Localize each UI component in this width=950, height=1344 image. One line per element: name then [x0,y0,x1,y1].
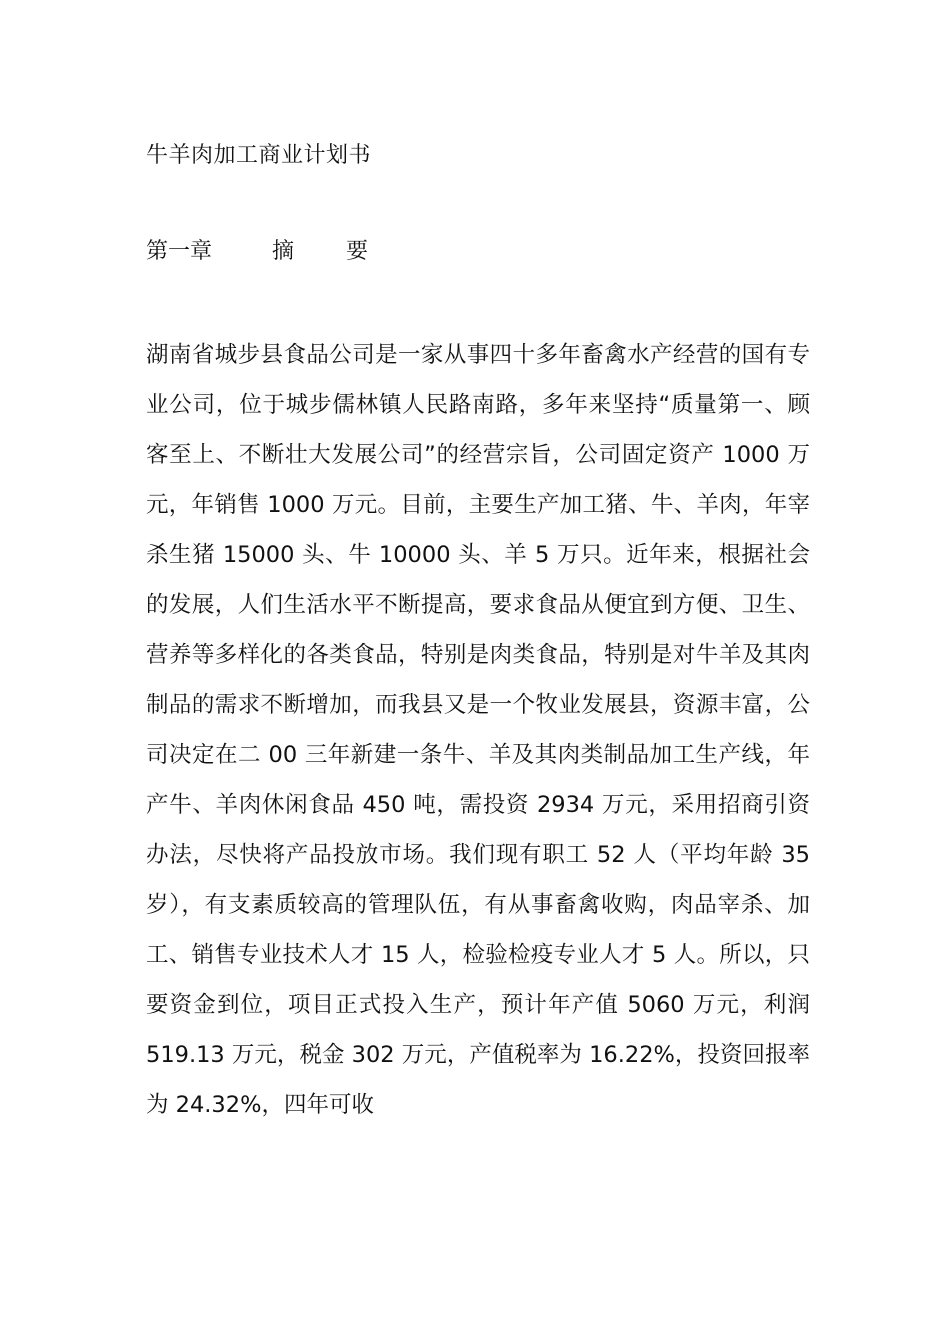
summary-paragraph: 湖南省城步县食品公司是一家从事四十多年畜禽水产经营的国有专业公司，位于城步儒林镇人民路南路，多年来坚持“质量第一、顾客至上、不断壮大发展公司”的经营宗旨，公司固定资产 1000 万元，年销售 1000 万元。目前，主要生产加工猪、牛、羊肉，年宰杀生猪 15000 头、牛 10000 头、羊 5 万只。近年来，根据社会的发展，人们生活水平不断提高，要求食品从便宜到方便、卫生、营养等多样化的各类食品，特别是肉类食品，特别是对牛羊及其肉制品的需求不断增加，而我县又是一个牧业发展县，资源丰富，公司决定在二 00 三年新建一条牛、羊及其肉类制品加工生产线，年产牛、羊肉休闲食品 450 吨，需投资 2934 万元，采用招商引资办法，尽快将产品投放市场。我们现有职工 52 人（平均年龄 35 岁），有支素质较高的管理队伍，有从事畜禽收购，肉品宰杀、加工、销售专业技术人才 15 人，检验检疫专业人才 5 人。所以，只要资金到位，项目正式投入生产，预计年产值 5060 万元，利润 519.13 万元，税金 302 万元，产值税率为 16.22%，投资回报率为 24.32%，四年可收 [146,342,810,1118]
chapter-name-part1: 摘 [272,239,295,264]
document-title: 牛羊肉加工商业计划书 [146,143,372,168]
chapter-heading [146,234,368,265]
chapter-number: 第一章 [146,239,213,264]
chapter-name-part2: 要 [346,239,369,264]
